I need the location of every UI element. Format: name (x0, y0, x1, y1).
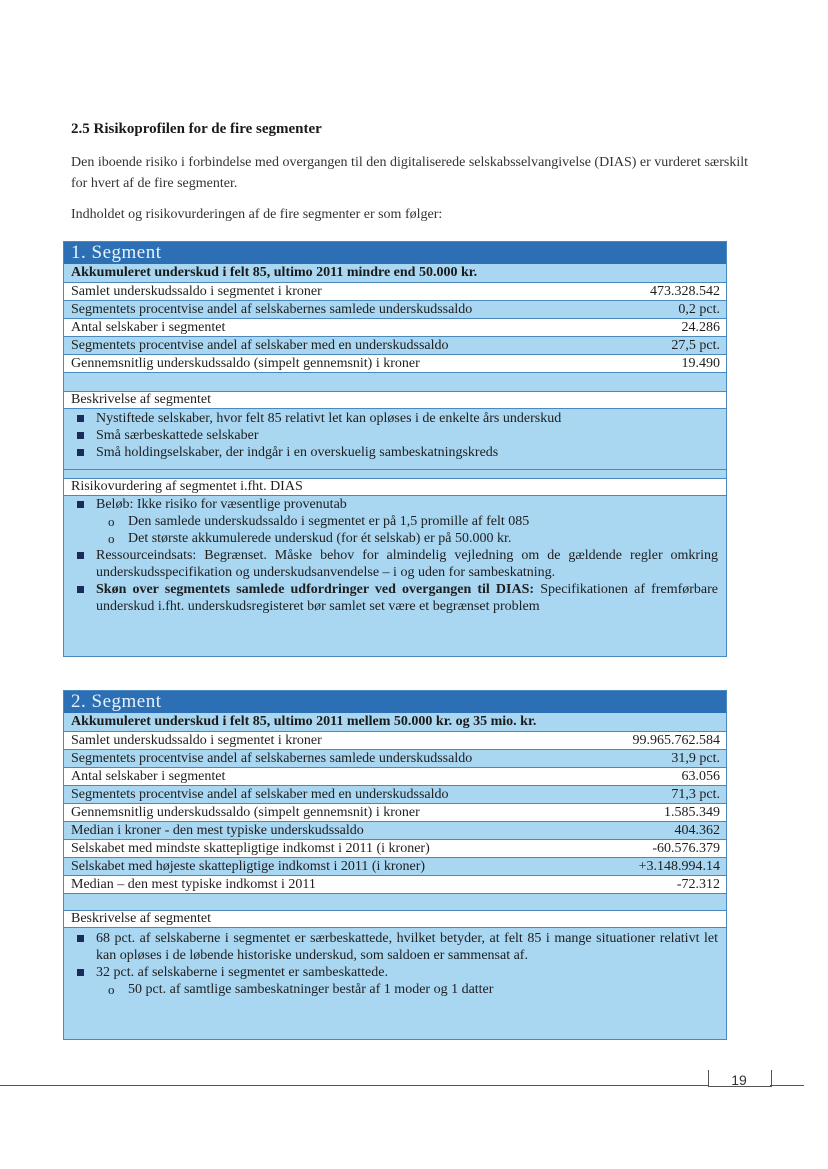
table-row (64, 822, 726, 840)
list-item: 68 pct. af selskaberne i segmentet er særbeskattede, hvilket betyder, at felt 85 i mange situationer relativt let kan opløses i de løbende historiske underskud, som saldoen er sammensat af. (71, 930, 718, 964)
row-value: 1.585.349 (664, 805, 720, 820)
bullet-square-icon (77, 935, 84, 942)
table-row (64, 858, 726, 876)
table-row (64, 840, 726, 858)
list-item: 32 pct. af selskaberne i segmentet er sambeskattede. (71, 964, 718, 981)
circle-bullet-icon: o (108, 531, 115, 546)
spacer-row (64, 373, 726, 392)
list-item: Skøn over segmentets samlede udfordringer ved overgangen til DIAS: Specifikationen af fremførbare underskud i.fht. underskudsregisteret bør samlet set være et begrænset problem (71, 581, 718, 615)
segment-1-box (63, 241, 727, 657)
row-value: 63.056 (681, 769, 720, 784)
row-label: Segmentets procentvise andel af selskabernes samlede underskudssaldo (71, 302, 473, 317)
row-label: Selskabet med mindste skattepligtige indkomst i 2011 (i kroner) (71, 841, 430, 856)
table-row (64, 732, 726, 750)
bullet-square-icon (77, 552, 84, 559)
row-label: Selskabet med højeste skattepligtige indkomst i 2011 (i kroner) (71, 859, 426, 874)
list-item: Nystiftede selskaber, hvor felt 85 relativt let kan opløses i de enkelte års underskud (71, 410, 718, 427)
page-number: 19 (731, 1072, 747, 1088)
segment-2-subtitle: Akkumuleret underskud i felt 85, ultimo 2011 mellem 50.000 kr. og 35 mio. kr. (64, 713, 726, 732)
row-label: Gennemsnitlig underskudssaldo (simpelt gennemsnit) i kroner (71, 805, 420, 820)
segment-1-subtitle: Akkumuleret underskud i felt 85, ultimo 2011 mindre end 50.000 kr. (64, 264, 726, 283)
description-title: Beskrivelse af segmentet (64, 911, 726, 928)
bullet-square-icon (77, 432, 84, 439)
list-item: Små særbeskattede selskaber (71, 427, 718, 444)
row-value: 404.362 (674, 823, 720, 838)
row-label: Segmentets procentvise andel af selskaber med en underskudssaldo (71, 338, 449, 353)
row-value: 71,3 pct. (671, 787, 720, 802)
bullet-square-icon (77, 586, 84, 593)
intro-paragraph-2: Indholdet og risikovurderingen af de fire segmenter er som følger: (71, 207, 443, 222)
risk-title: Risikovurdering af segmentet i.fht. DIAS (64, 479, 726, 496)
row-label: Median – den mest typiske indkomst i 2011 (71, 877, 316, 892)
bullet-square-icon (77, 501, 84, 508)
row-label: Samlet underskudssaldo i segmentet i kroner (71, 284, 322, 299)
row-value: 19.490 (681, 356, 720, 371)
footer-rule (0, 1085, 708, 1086)
circle-bullet-icon: o (108, 514, 115, 529)
row-value: 0,2 pct. (678, 302, 720, 317)
table-row (64, 768, 726, 786)
row-value: 24.286 (681, 320, 720, 335)
table-row (64, 876, 726, 894)
table-row (64, 319, 726, 337)
circle-bullet-icon: o (108, 982, 115, 997)
intro-paragraph: Den iboende risiko i forbindelse med overgangen til den digitaliserede selskabsselvangivelse (DIAS) er vurderet særskilt for hvert af de fire segmenter. (71, 155, 749, 191)
row-value: 473.328.542 (650, 284, 720, 299)
row-label: Gennemsnitlig underskudssaldo (simpelt gennemsnit) i kroner (71, 356, 420, 371)
row-value: 99.965.762.584 (632, 733, 720, 748)
row-value: 27,5 pct. (671, 338, 720, 353)
row-label: Median i kroner - den mest typiske underskudssaldo (71, 823, 364, 838)
segment-2-box (63, 690, 727, 1040)
segment-2-title: 2. Segment (64, 691, 726, 713)
section-heading: 2.5 Risikoprofilen for de fire segmenter (71, 121, 322, 137)
description-list (64, 928, 726, 1002)
bullet-square-icon (77, 449, 84, 456)
spacer-row (64, 894, 726, 911)
list-item: Små holdingselskaber, der indgår i en overskuelig sambeskatningskreds (71, 444, 718, 461)
table-row (64, 337, 726, 355)
table-row (64, 786, 726, 804)
list-subitem: o Det største akkumulerede underskud (for ét selskab) er på 50.000 kr. (108, 531, 512, 546)
row-label: Segmentets procentvise andel af selskaber med en underskudssaldo (71, 787, 449, 802)
row-value: -60.576.379 (652, 841, 720, 856)
table-row (64, 750, 726, 768)
segment-1-title: 1. Segment (64, 242, 726, 264)
description-list (64, 409, 726, 470)
table-row (64, 804, 726, 822)
description-title: Beskrivelse af segmentet (64, 392, 726, 409)
row-label: Antal selskaber i segmentet (71, 320, 226, 335)
table-row (64, 283, 726, 301)
list-item: Beløb: Ikke risiko for væsentlige provenutab (71, 496, 718, 513)
list-item: Ressourceindsats: Begrænset. Måske behov for almindelig vejledning om de gældende regler omkring underskudsspecifikation og underskudsanvendelse – i og uden for sambeskatning. (71, 547, 718, 581)
table-row (64, 355, 726, 373)
row-label: Antal selskaber i segmentet (71, 769, 226, 784)
bullet-square-icon (77, 969, 84, 976)
bullet-square-icon (77, 415, 84, 422)
table-row (64, 301, 726, 319)
row-value: +3.148.994.14 (638, 859, 720, 874)
row-value: -72.312 (676, 877, 720, 892)
list-subitem: o Den samlede underskudssaldo i segmentet er på 1,5 promille af felt 085 (108, 514, 530, 529)
row-label: Samlet underskudssaldo i segmentet i kroner (71, 733, 322, 748)
row-label: Segmentets procentvise andel af selskabernes samlede underskudssaldo (71, 751, 473, 766)
list-subitem: o 50 pct. af samtlige sambeskatninger består af 1 moder og 1 datter (108, 982, 494, 997)
spacer-row (64, 470, 726, 479)
risk-list (64, 496, 726, 619)
footer-rule-right (770, 1085, 804, 1086)
row-value: 31,9 pct. (671, 751, 720, 766)
